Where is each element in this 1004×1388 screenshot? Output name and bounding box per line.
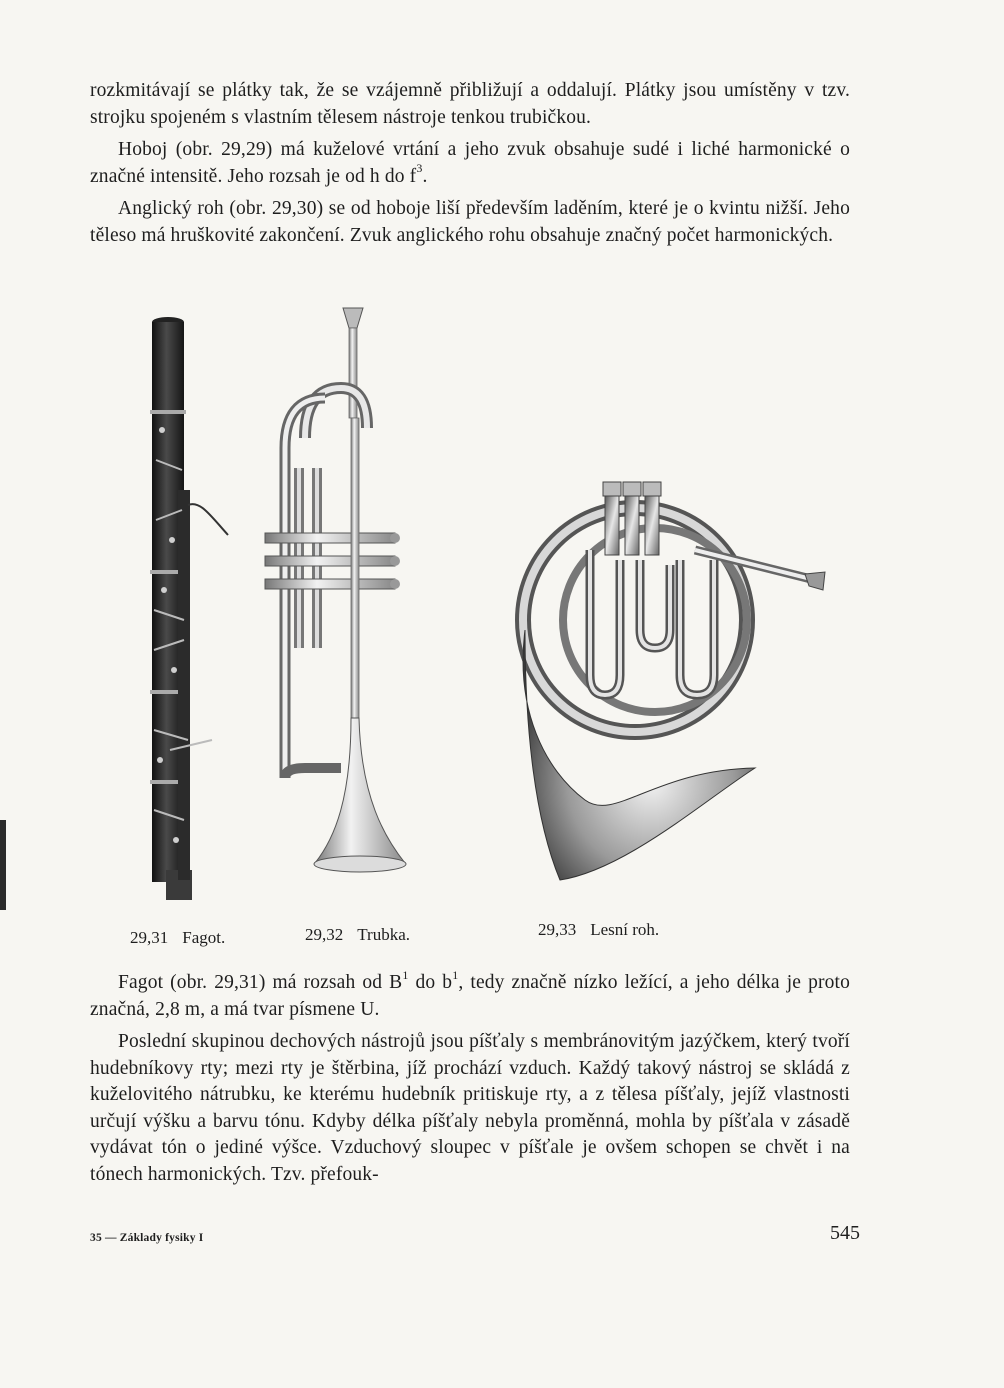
french-horn-illustration — [505, 470, 835, 895]
figure-bassoon — [130, 310, 240, 900]
paragraph-membrane-pipes: Poslední skupinou dechových nástrojů jsou píšťaly s membránovitým jazýčkem, který tvoří hudebníkovy rty; mezi rty je štěrbina, jíž prochází vzduch. Každý takový nástroj se skládá z kuželovitého nátrubku, ke kterému hudebník pritiskuje rty, a z tělesa píšťaly, jejíž vlastnosti určují výšku a barvu tónu. Kdyby délka píšťaly nebyla proměnná, mohla by píšťala v zásadě vydávat tón o jediné výšce. Vzduchový sloupec v píšťale je ovšem schopen se chvět i na tónech harmonických. Tzv. přefouk- — [90, 1031, 850, 1185]
caption-bassoon: 29,31 Fagot. — [130, 928, 226, 947]
paragraph-english-horn: Anglický roh (obr. 29,30) se od hoboje liší především laděním, které je o kvintu nižší. Jeho těleso má hruškovité zakončení. Zvuk anglického rohu obsahuje značný počet harmonických. — [90, 198, 850, 246]
footer-book-title: 35 — Základy fysiky I — [90, 1232, 204, 1244]
page-number: 545 — [830, 1222, 860, 1244]
paragraph-bassoon: Fagot (obr. 29,31) má rozsah od $B^1$ do $b^1$, tedy značně nízko ležící, a jeho délka je proto značná, 2,8 m, a má tvar písmene U. — [90, 967, 851, 1020]
top-text-block — [90, 78, 850, 249]
scan-edge-shadow — [0, 820, 6, 910]
caption-trumpet: 29,32 Trubka. — [305, 925, 410, 944]
bassoon-illustration — [130, 310, 240, 900]
bottom-text-block — [90, 967, 851, 1188]
paragraph-oboe: Hoboj (obr. 29,29) má kuželové vrtání a jeho zvuk obsahuje sudé i liché harmonické o značné intensitě. Jeho rozsah je od h do $f^3$. — [90, 139, 850, 187]
caption-french-horn: 29,33 Lesní roh. — [538, 920, 660, 939]
figure-trumpet — [255, 298, 415, 888]
paragraph-plates: rozkmitávají se plátky tak, že se vzájemně přibližují a oddalují. Plátky jsou umístěny v tzv. strojku spojeném s vlastním tělesem nástroje tenkou trubičkou. — [90, 80, 850, 128]
trumpet-illustration — [255, 298, 415, 888]
figure-french-horn — [505, 470, 835, 895]
